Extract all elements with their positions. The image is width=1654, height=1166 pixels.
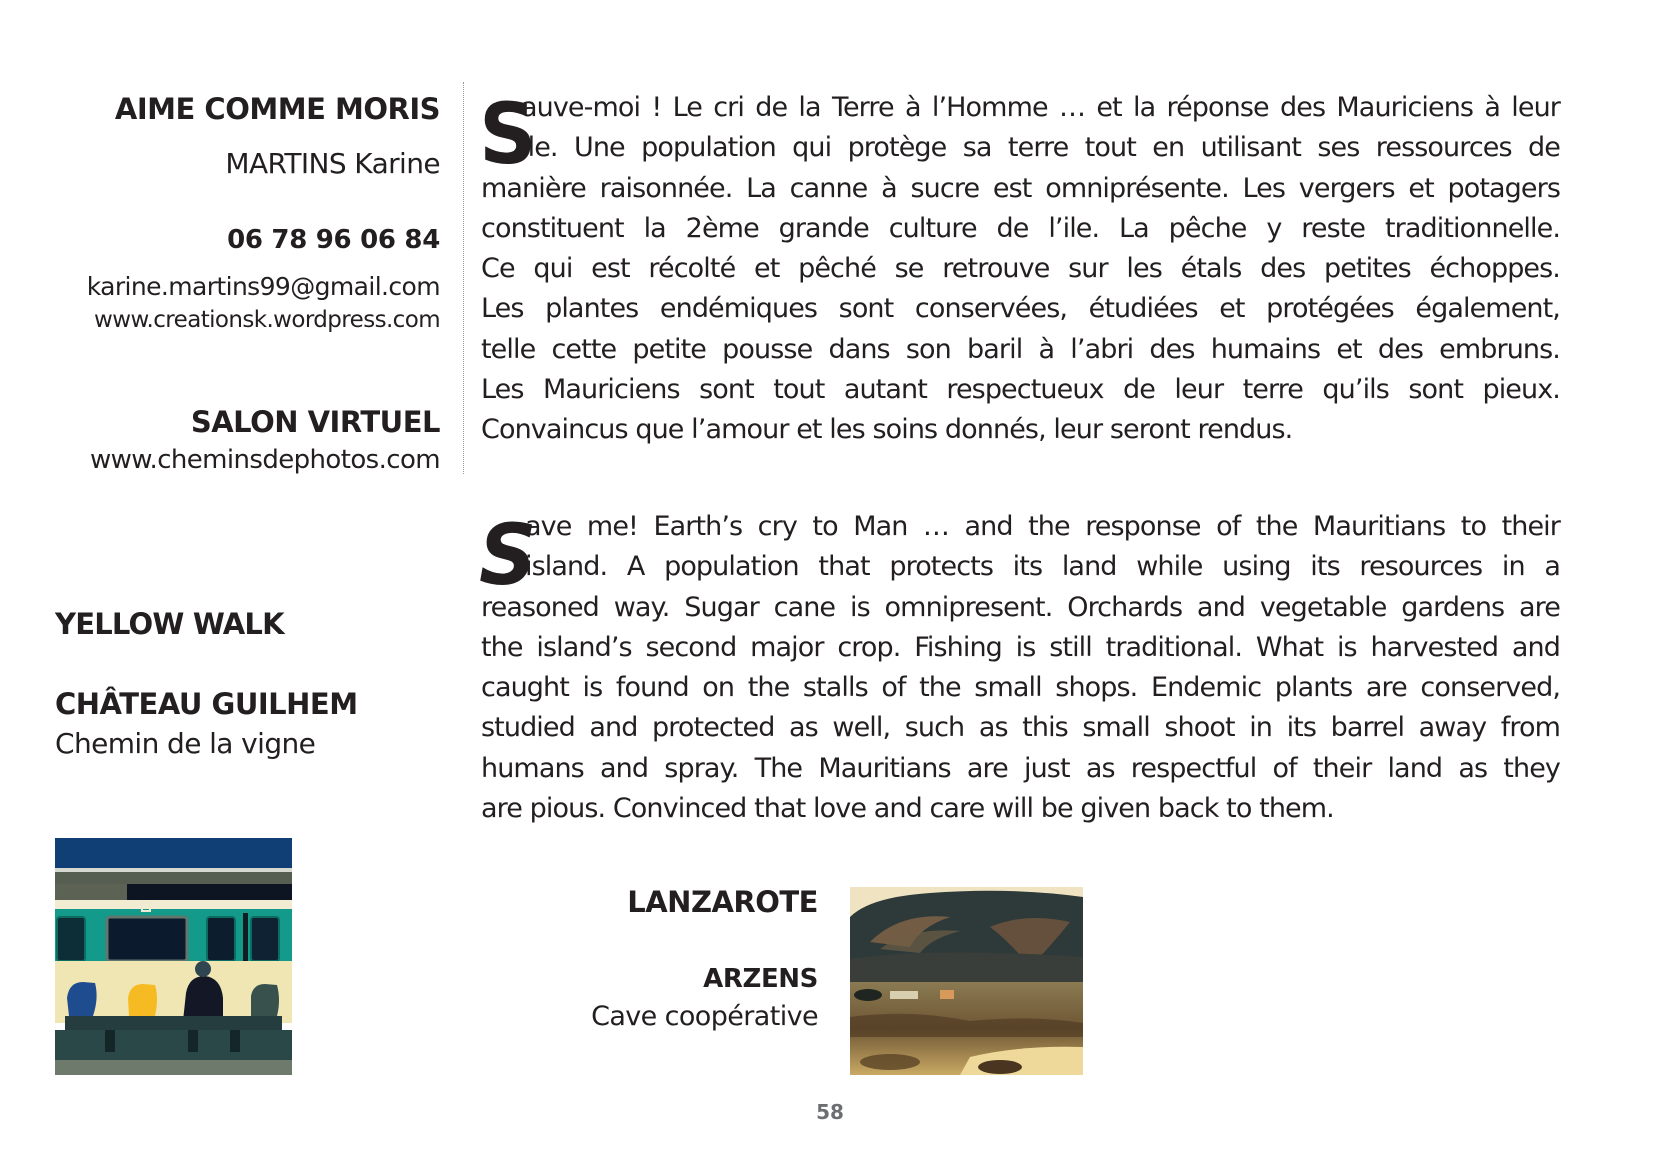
- text-line: reasoned way. Sugar cane is omnipresent. Orchards and vegetable gardens are: [481, 591, 1560, 623]
- exhibitor-title: AIME COMME MORIS: [114, 92, 440, 126]
- metro-platform-image: [55, 838, 292, 1075]
- text-line: auve-moi ! Le cri de la Terre à l’Homme … et la réponse des Mauriciens à leur: [521, 92, 1560, 123]
- paragraph-english: [479, 506, 1560, 829]
- column-divider: [463, 82, 464, 474]
- text-line: constituent la 2ème grande culture de l’ile. La pêche y reste traditionnelle.: [481, 212, 1560, 244]
- text-line: ile. Une population qui protège sa terre tout en utilisant ses ressources de: [521, 132, 1560, 164]
- text-line: telle cette petite pousse dans son baril à l’abri des humains et des embruns.: [481, 333, 1560, 365]
- lanzarote-landscape-image: [850, 887, 1083, 1075]
- photo-2-location: Cave coopérative: [591, 1001, 818, 1032]
- text-line: studied and protected as well, such as this small shoot in its barrel away from: [481, 712, 1560, 744]
- text-line: ave me! Earth’s cry to Man … and the response of the Mauritians to their: [525, 511, 1560, 542]
- salon-label: SALON VIRTUEL: [190, 405, 440, 439]
- paragraph-french: [479, 85, 1560, 451]
- photo-yellow-walk: [55, 838, 292, 1075]
- text-line: are pious. Convinced that love and care will be given back to them.: [481, 793, 1334, 825]
- text-line: manière raisonnée. La canne à sucre est omniprésente. Les vergers et potagers: [481, 172, 1560, 204]
- photo-2-venue: ARZENS: [703, 964, 818, 994]
- text-line: caught is found on the stalls of the small shops. Endemic plants are conserved,: [481, 672, 1560, 704]
- text-line: the island’s second major crop. Fishing is still traditional. What is harvested and: [481, 631, 1560, 663]
- photo-2-title: LANZAROTE: [627, 885, 818, 919]
- text-line: island. A population that protects its land while using its resources in a: [525, 551, 1560, 583]
- page-number: 58: [816, 1100, 844, 1124]
- photo-1-venue: CHÂTEAU GUILHEM: [55, 687, 358, 721]
- text-line: humans and spray. The Mauritians are just as respectful of their land as they: [481, 752, 1560, 784]
- exhibitor-email[interactable]: karine.martins99@gmail.com: [86, 272, 440, 301]
- photo-1-location: Chemin de la vigne: [55, 727, 316, 760]
- salon-website[interactable]: www.cheminsdephotos.com: [89, 445, 440, 475]
- text-line: Ce qui est récolté et pêché se retrouve sur les étals des petites échoppes.: [481, 253, 1560, 285]
- text-line: Convaincus que l’amour et les soins donnés, leur seront rendus.: [481, 414, 1293, 446]
- exhibitor-name: MARTINS Karine: [225, 147, 440, 180]
- exhibitor-website[interactable]: www.creationsk.wordpress.com: [94, 307, 440, 333]
- text-line: Les Mauriciens sont tout autant respectueux de leur terre qu’ils sont pieux.: [481, 374, 1560, 406]
- photo-1-title: YELLOW WALK: [55, 607, 284, 641]
- exhibitor-phone: 06 78 96 06 84: [227, 225, 440, 255]
- text-line: Les plantes endémiques sont conservées, étudiées et protégées également,: [481, 293, 1560, 325]
- drop-cap-french: S: [479, 85, 537, 183]
- photo-lanzarote: [850, 887, 1083, 1075]
- drop-cap-english: S: [479, 506, 537, 604]
